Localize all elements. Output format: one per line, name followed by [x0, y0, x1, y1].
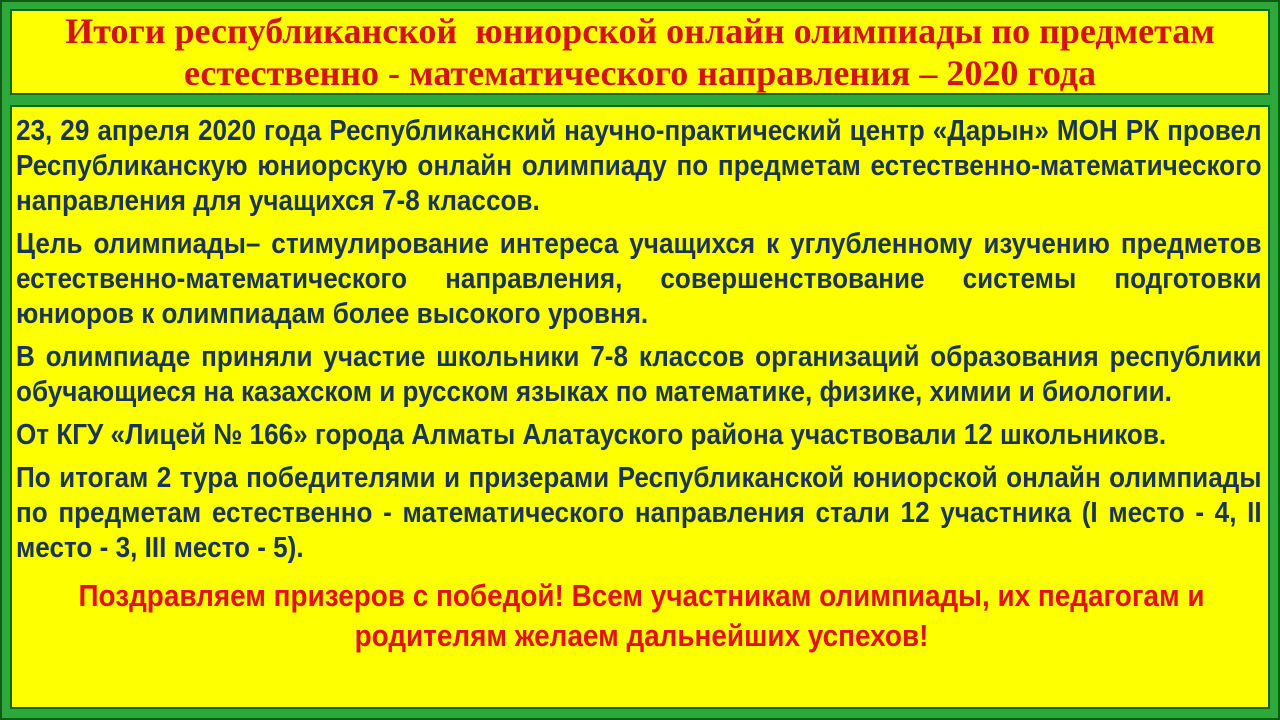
- paragraph-school-participation: От КГУ «Лицей № 166» города Алматы Алатауского района участвовали 12 школьников.: [16, 419, 1167, 451]
- congratulations-text: Поздравляем призеров с победой! Всем участникам олимпиады, их педагогам и родителям желаем дальнейших успехов!: [78, 578, 1205, 653]
- paragraph-participants: В олимпиаде приняли участие школьники 7-8 классов организаций образования республики обучающиеся на казахском и русском языках по математике, физике, химии и биологии.: [16, 341, 1262, 408]
- text-column: [16, 114, 1267, 656]
- paragraph-olympiad-goal: Цель олимпиады– стимулирование интереса учащихся к углубленному изучению предметов естественно-математического направления, совершенствование системы подготовки юниоров к олимпиадам более высокого уровня.: [16, 228, 1262, 330]
- paragraph-results: По итогам 2 тура победителями и призерами Республиканской юниорской онлайн олимпиады по предметам естественно - математического направления стали 12 участника (I место - 4, II место - 3, III место - 5).: [16, 462, 1262, 564]
- slide-title: Итоги республиканской юниорской онлайн олимпиады по предметам естественно - математического направления – 2020 года: [65, 11, 1224, 93]
- content-box: [10, 105, 1270, 709]
- title-banner: [10, 9, 1270, 95]
- paragraph-event-intro: 23, 29 апреля 2020 года Республиканский научно-практический центр «Дарын» МОН РК провел Республиканскую юниорскую онлайн олимпиаду по предметам естественно-математического направления для учащихся 7-8 классов.: [16, 115, 1262, 217]
